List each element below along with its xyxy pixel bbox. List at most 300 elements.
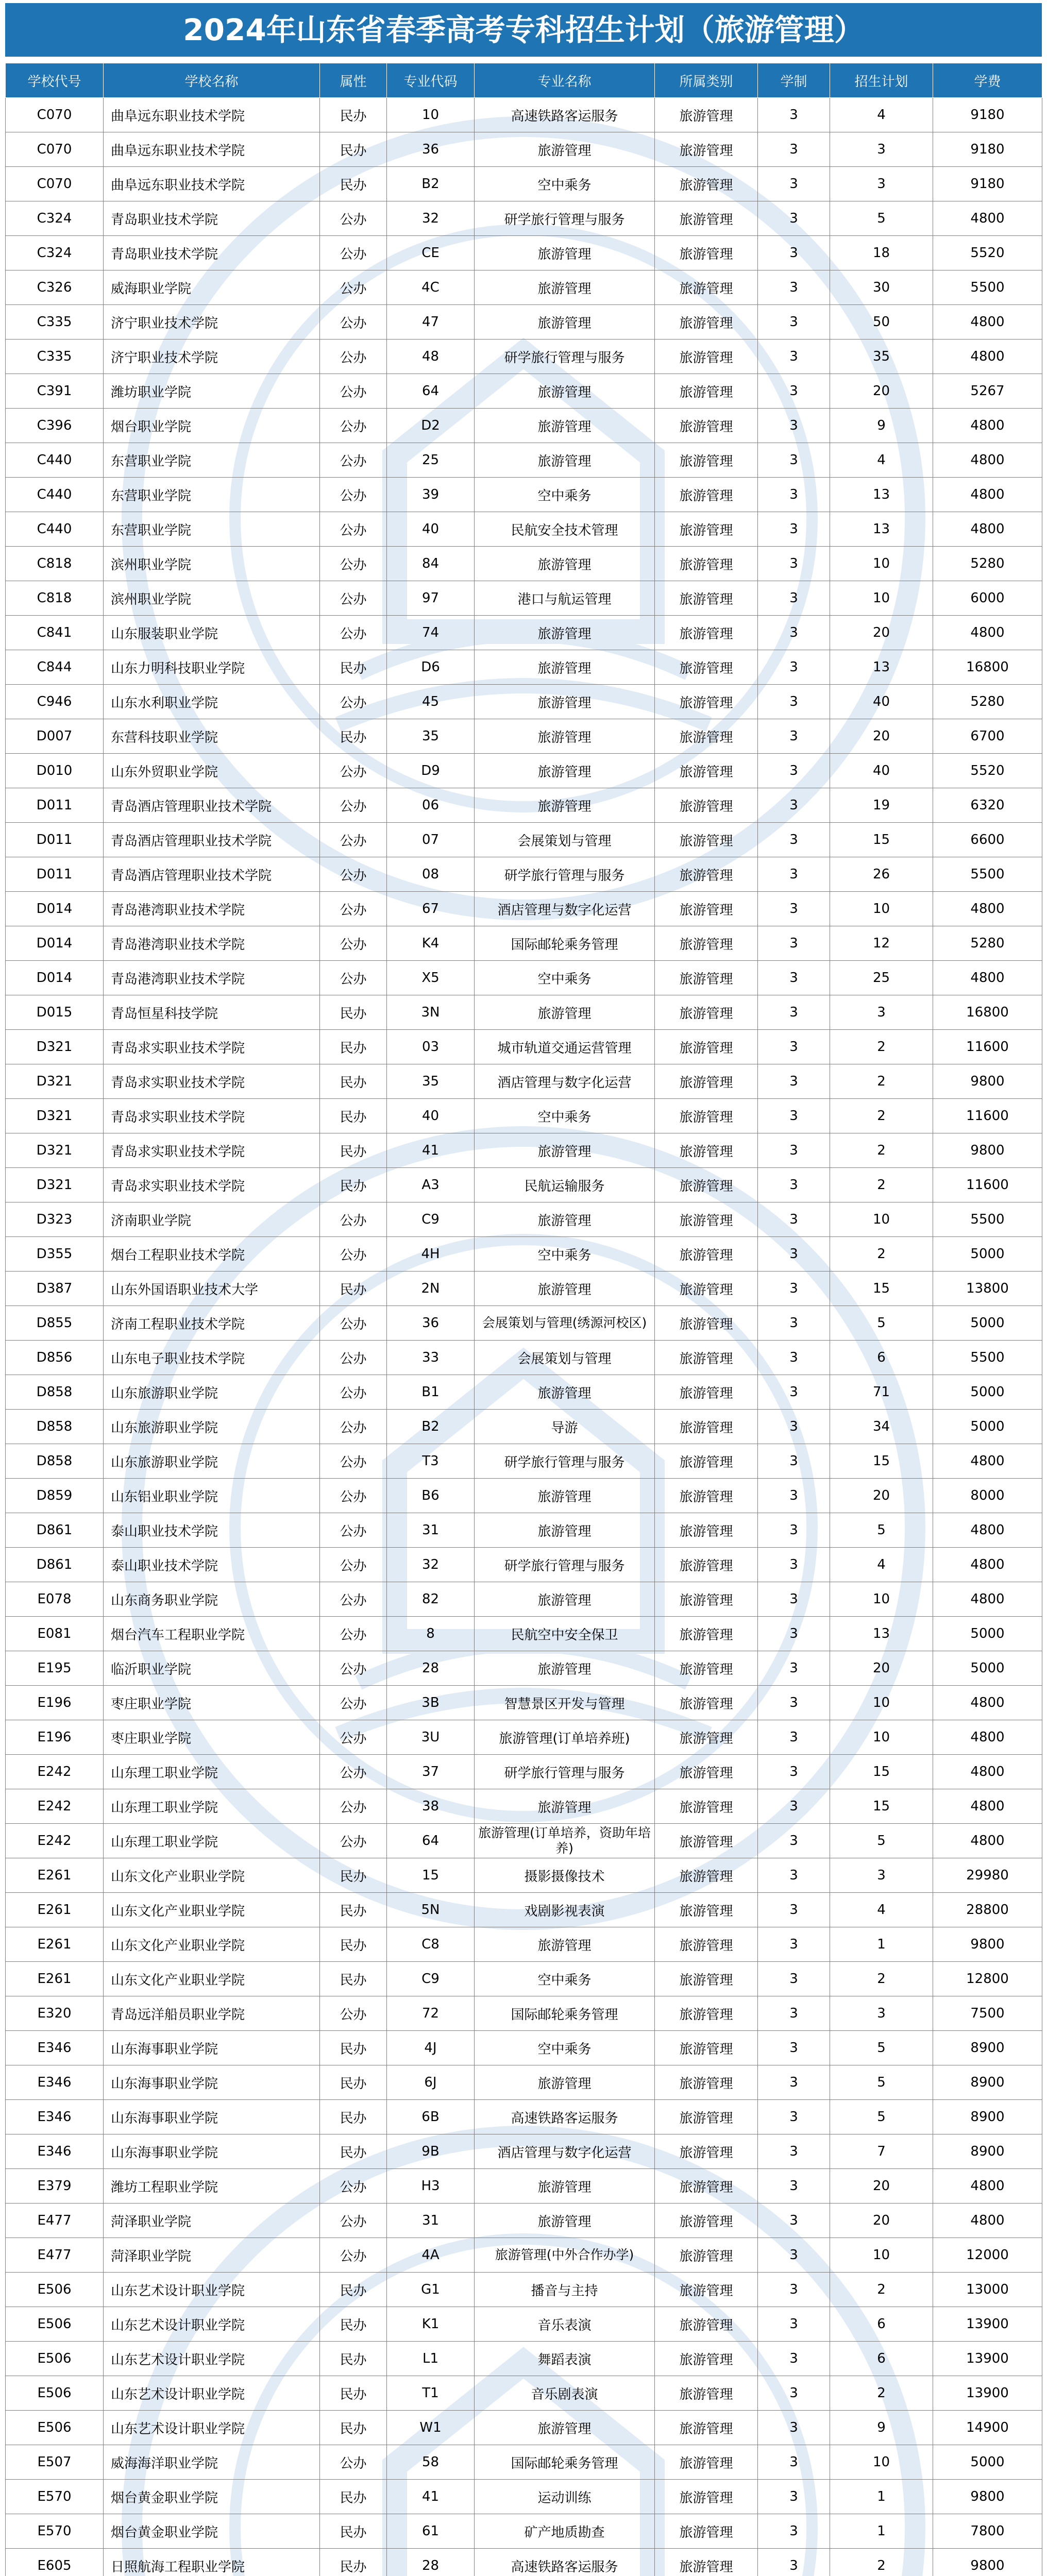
cell-school-code: C324 — [6, 201, 104, 236]
header-major-code: 专业代码 — [387, 63, 475, 98]
cell-major-name: 旅游管理 — [475, 995, 655, 1030]
cell-school-code: E477 — [6, 2238, 104, 2273]
cell-category: 旅游管理 — [655, 2514, 758, 2549]
table-row — [6, 1651, 1042, 1686]
cell-school-code: E261 — [6, 1927, 104, 1962]
cell-enrollment-quota: 10 — [830, 547, 933, 581]
cell-major-code: 41 — [387, 2480, 475, 2514]
cell-major-name: 旅游管理 — [475, 236, 655, 270]
cell-school-name: 青岛求实职业技术学院 — [104, 1030, 320, 1064]
cell-tuition: 13900 — [933, 2342, 1042, 2376]
cell-major-name: 旅游管理 — [475, 2065, 655, 2100]
table-row — [6, 2169, 1042, 2204]
cell-enrollment-quota: 30 — [830, 270, 933, 305]
cell-major-name: 戏剧影视表演 — [475, 1893, 655, 1927]
cell-major-code: A3 — [387, 1168, 475, 1202]
cell-major-code: K1 — [387, 2307, 475, 2342]
table-row — [6, 1548, 1042, 1582]
cell-duration: 3 — [758, 2514, 830, 2549]
cell-school-name: 枣庄职业学院 — [104, 1686, 320, 1720]
cell-enrollment-quota: 2 — [830, 1030, 933, 1064]
cell-school-code: E242 — [6, 1755, 104, 1789]
table-row — [6, 892, 1042, 926]
cell-tuition: 8900 — [933, 2134, 1042, 2169]
cell-tuition: 9180 — [933, 167, 1042, 201]
cell-enrollment-quota: 5 — [830, 201, 933, 236]
cell-duration: 3 — [758, 1341, 830, 1375]
cell-duration: 3 — [758, 2065, 830, 2100]
cell-school-code: D014 — [6, 961, 104, 995]
enrollment-plan-table — [5, 63, 1042, 2576]
cell-ownership: 公办 — [320, 823, 387, 857]
cell-major-name: 运动训练 — [475, 2480, 655, 2514]
cell-major-name: 空中乘务 — [475, 2031, 655, 2065]
cell-tuition: 6000 — [933, 581, 1042, 616]
cell-ownership: 公办 — [320, 754, 387, 788]
cell-duration: 3 — [758, 1893, 830, 1927]
cell-major-name: 旅游管理 — [475, 1789, 655, 1824]
table-row — [6, 2376, 1042, 2411]
cell-major-code: 6B — [387, 2100, 475, 2134]
cell-major-name: 会展策划与管理 — [475, 1341, 655, 1375]
cell-category: 旅游管理 — [655, 478, 758, 512]
header-school-name: 学校名称 — [104, 63, 320, 98]
cell-category: 旅游管理 — [655, 340, 758, 374]
cell-major-name: 旅游管理 — [475, 409, 655, 443]
cell-school-code: E506 — [6, 2307, 104, 2342]
cell-major-code: 07 — [387, 823, 475, 857]
table-row — [6, 926, 1042, 961]
cell-tuition: 5000 — [933, 1237, 1042, 1272]
cell-major-code: 45 — [387, 685, 475, 719]
cell-tuition: 5500 — [933, 270, 1042, 305]
cell-tuition: 5500 — [933, 857, 1042, 892]
cell-duration: 3 — [758, 1444, 830, 1479]
cell-ownership: 公办 — [320, 1617, 387, 1651]
cell-tuition: 9800 — [933, 2480, 1042, 2514]
cell-duration: 3 — [758, 2238, 830, 2273]
table-row — [6, 270, 1042, 305]
cell-school-code: D321 — [6, 1030, 104, 1064]
cell-tuition: 6320 — [933, 788, 1042, 823]
cell-category: 旅游管理 — [655, 409, 758, 443]
cell-major-code: 32 — [387, 201, 475, 236]
cell-school-name: 烟台工程职业技术学院 — [104, 1237, 320, 1272]
cell-category: 旅游管理 — [655, 961, 758, 995]
cell-school-name: 济宁职业技术学院 — [104, 305, 320, 340]
table-row — [6, 512, 1042, 547]
cell-school-name: 山东海事职业学院 — [104, 2031, 320, 2065]
cell-tuition: 29980 — [933, 1858, 1042, 1893]
cell-category: 旅游管理 — [655, 2238, 758, 2273]
cell-tuition: 4800 — [933, 892, 1042, 926]
cell-enrollment-quota: 15 — [830, 1789, 933, 1824]
cell-major-code: B6 — [387, 1479, 475, 1513]
cell-enrollment-quota: 20 — [830, 1651, 933, 1686]
cell-duration: 3 — [758, 2342, 830, 2376]
cell-duration: 3 — [758, 1168, 830, 1202]
cell-ownership: 民办 — [320, 2031, 387, 2065]
cell-category: 旅游管理 — [655, 236, 758, 270]
cell-school-name: 青岛酒店管理职业技术学院 — [104, 788, 320, 823]
cell-ownership: 公办 — [320, 1237, 387, 1272]
cell-school-name: 青岛酒店管理职业技术学院 — [104, 857, 320, 892]
cell-tuition: 11600 — [933, 1099, 1042, 1133]
cell-ownership: 公办 — [320, 478, 387, 512]
cell-major-name: 旅游管理(中外合作办学) — [475, 2238, 655, 2273]
cell-school-name: 山东商务职业学院 — [104, 1582, 320, 1617]
header-school-code: 学校代号 — [6, 63, 104, 98]
cell-duration: 3 — [758, 1651, 830, 1686]
cell-enrollment-quota: 18 — [830, 236, 933, 270]
table-row — [6, 1858, 1042, 1893]
cell-school-code: C324 — [6, 236, 104, 270]
cell-ownership: 公办 — [320, 685, 387, 719]
cell-ownership: 公办 — [320, 340, 387, 374]
cell-major-name: 空中乘务 — [475, 1237, 655, 1272]
cell-school-name: 青岛职业技术学院 — [104, 236, 320, 270]
cell-category: 旅游管理 — [655, 857, 758, 892]
cell-ownership: 公办 — [320, 892, 387, 926]
cell-category: 旅游管理 — [655, 512, 758, 547]
cell-school-code: D321 — [6, 1168, 104, 1202]
cell-school-code: D855 — [6, 1306, 104, 1341]
cell-ownership: 公办 — [320, 2238, 387, 2273]
cell-enrollment-quota: 6 — [830, 2307, 933, 2342]
cell-category: 旅游管理 — [655, 685, 758, 719]
cell-major-code: 64 — [387, 374, 475, 409]
cell-school-code: E506 — [6, 2376, 104, 2411]
table-row — [6, 236, 1042, 270]
cell-school-code: C818 — [6, 581, 104, 616]
cell-major-name: 研学旅行管理与服务 — [475, 201, 655, 236]
cell-enrollment-quota: 34 — [830, 1410, 933, 1444]
cell-ownership: 公办 — [320, 201, 387, 236]
cell-ownership: 民办 — [320, 1858, 387, 1893]
cell-tuition: 7500 — [933, 1996, 1042, 2031]
cell-category: 旅游管理 — [655, 2169, 758, 2204]
cell-duration: 3 — [758, 1962, 830, 1996]
table-row — [6, 2480, 1042, 2514]
cell-tuition: 4800 — [933, 2169, 1042, 2204]
cell-major-name: 旅游管理 — [475, 1513, 655, 1548]
cell-tuition: 13800 — [933, 1272, 1042, 1306]
cell-major-code: 06 — [387, 788, 475, 823]
cell-duration: 3 — [758, 1410, 830, 1444]
cell-category: 旅游管理 — [655, 788, 758, 823]
table-row — [6, 1893, 1042, 1927]
cell-major-code: W1 — [387, 2411, 475, 2445]
cell-major-code: 25 — [387, 443, 475, 478]
cell-major-name: 酒店管理与数字化运营 — [475, 1064, 655, 1099]
cell-enrollment-quota: 13 — [830, 478, 933, 512]
cell-tuition: 16800 — [933, 995, 1042, 1030]
cell-school-code: C391 — [6, 374, 104, 409]
cell-category: 旅游管理 — [655, 1789, 758, 1824]
table-row — [6, 754, 1042, 788]
header-major-name: 专业名称 — [475, 63, 655, 98]
cell-school-code: C844 — [6, 650, 104, 685]
cell-school-code: E346 — [6, 2134, 104, 2169]
cell-ownership: 民办 — [320, 1893, 387, 1927]
cell-category: 旅游管理 — [655, 1064, 758, 1099]
cell-school-code: D858 — [6, 1444, 104, 1479]
cell-major-code: 48 — [387, 340, 475, 374]
cell-category: 旅游管理 — [655, 1651, 758, 1686]
cell-enrollment-quota: 5 — [830, 1306, 933, 1341]
cell-school-name: 山东铝业职业学院 — [104, 1479, 320, 1513]
cell-school-name: 山东艺术设计职业学院 — [104, 2376, 320, 2411]
cell-ownership: 公办 — [320, 1341, 387, 1375]
cell-major-code: B2 — [387, 1410, 475, 1444]
cell-duration: 3 — [758, 823, 830, 857]
cell-major-code: C9 — [387, 1202, 475, 1237]
cell-school-name: 山东电子职业技术学院 — [104, 1341, 320, 1375]
cell-ownership: 民办 — [320, 167, 387, 201]
cell-enrollment-quota: 7 — [830, 2134, 933, 2169]
cell-duration: 3 — [758, 2376, 830, 2411]
cell-category: 旅游管理 — [655, 1893, 758, 1927]
cell-major-code: 36 — [387, 1306, 475, 1341]
cell-school-code: E320 — [6, 1996, 104, 2031]
table-row — [6, 1237, 1042, 1272]
cell-tuition: 4800 — [933, 409, 1042, 443]
cell-ownership: 民办 — [320, 1064, 387, 1099]
cell-school-name: 青岛求实职业技术学院 — [104, 1099, 320, 1133]
cell-enrollment-quota: 3 — [830, 995, 933, 1030]
cell-major-name: 音乐表演 — [475, 2307, 655, 2342]
cell-school-name: 曲阜远东职业技术学院 — [104, 98, 320, 132]
cell-category: 旅游管理 — [655, 1962, 758, 1996]
cell-major-code: 15 — [387, 1858, 475, 1893]
cell-school-code: D007 — [6, 719, 104, 754]
cell-major-name: 舞蹈表演 — [475, 2342, 655, 2376]
cell-tuition: 4800 — [933, 512, 1042, 547]
cell-category: 旅游管理 — [655, 1824, 758, 1858]
cell-category: 旅游管理 — [655, 995, 758, 1030]
cell-category: 旅游管理 — [655, 2134, 758, 2169]
cell-enrollment-quota: 9 — [830, 409, 933, 443]
table-row — [6, 2445, 1042, 2480]
cell-school-name: 菏泽职业学院 — [104, 2204, 320, 2238]
cell-school-name: 济宁职业技术学院 — [104, 340, 320, 374]
cell-tuition: 6600 — [933, 823, 1042, 857]
cell-school-code: E196 — [6, 1720, 104, 1755]
cell-category: 旅游管理 — [655, 98, 758, 132]
cell-school-code: D355 — [6, 1237, 104, 1272]
cell-duration: 3 — [758, 478, 830, 512]
cell-school-code: C841 — [6, 616, 104, 650]
table-row — [6, 2514, 1042, 2549]
cell-major-code: 35 — [387, 719, 475, 754]
cell-tuition: 11600 — [933, 1168, 1042, 1202]
cell-ownership: 公办 — [320, 512, 387, 547]
cell-enrollment-quota: 4 — [830, 98, 933, 132]
cell-school-code: E507 — [6, 2445, 104, 2480]
table-row — [6, 2065, 1042, 2100]
cell-ownership: 公办 — [320, 547, 387, 581]
cell-school-name: 东营职业学院 — [104, 512, 320, 547]
cell-school-code: E242 — [6, 1789, 104, 1824]
cell-tuition: 12000 — [933, 2238, 1042, 2273]
cell-category: 旅游管理 — [655, 1582, 758, 1617]
cell-school-code: D011 — [6, 788, 104, 823]
cell-tuition: 9180 — [933, 98, 1042, 132]
cell-major-code: 4C — [387, 270, 475, 305]
cell-duration: 3 — [758, 1617, 830, 1651]
cell-major-name: 旅游管理 — [475, 374, 655, 409]
table-row — [6, 2549, 1042, 2576]
table-row — [6, 961, 1042, 995]
cell-school-code: D321 — [6, 1099, 104, 1133]
cell-tuition: 4800 — [933, 616, 1042, 650]
cell-duration: 3 — [758, 1858, 830, 1893]
cell-major-code: 8 — [387, 1617, 475, 1651]
cell-major-code: 61 — [387, 2514, 475, 2549]
cell-school-code: E261 — [6, 1858, 104, 1893]
cell-category: 旅游管理 — [655, 754, 758, 788]
table-row — [6, 685, 1042, 719]
cell-school-code: E570 — [6, 2480, 104, 2514]
cell-duration: 3 — [758, 1824, 830, 1858]
table-row — [6, 2238, 1042, 2273]
cell-category: 旅游管理 — [655, 1168, 758, 1202]
table-row — [6, 547, 1042, 581]
cell-enrollment-quota: 10 — [830, 1720, 933, 1755]
cell-enrollment-quota: 2 — [830, 1168, 933, 1202]
table-row — [6, 1306, 1042, 1341]
cell-category: 旅游管理 — [655, 1927, 758, 1962]
cell-duration: 3 — [758, 2100, 830, 2134]
cell-ownership: 公办 — [320, 581, 387, 616]
cell-major-name: 空中乘务 — [475, 167, 655, 201]
cell-category: 旅游管理 — [655, 719, 758, 754]
cell-major-code: 58 — [387, 2445, 475, 2480]
cell-enrollment-quota: 9 — [830, 2411, 933, 2445]
cell-major-name: 研学旅行管理与服务 — [475, 857, 655, 892]
cell-tuition: 5000 — [933, 2445, 1042, 2480]
cell-tuition: 4800 — [933, 1548, 1042, 1582]
cell-school-code: D861 — [6, 1548, 104, 1582]
table-row — [6, 2307, 1042, 2342]
cell-duration: 3 — [758, 1306, 830, 1341]
cell-major-code: K4 — [387, 926, 475, 961]
cell-major-name: 旅游管理 — [475, 132, 655, 167]
cell-duration: 3 — [758, 1927, 830, 1962]
table-row — [6, 1272, 1042, 1306]
cell-ownership: 公办 — [320, 270, 387, 305]
cell-duration: 3 — [758, 1479, 830, 1513]
header-enrollment-quota: 招生计划 — [830, 63, 933, 98]
cell-major-name: 旅游管理 — [475, 443, 655, 478]
cell-school-name: 山东艺术设计职业学院 — [104, 2342, 320, 2376]
cell-major-name: 研学旅行管理与服务 — [475, 1548, 655, 1582]
cell-category: 旅游管理 — [655, 1341, 758, 1375]
cell-category: 旅游管理 — [655, 2273, 758, 2307]
cell-major-code: 39 — [387, 478, 475, 512]
cell-category: 旅游管理 — [655, 2204, 758, 2238]
cell-ownership: 公办 — [320, 1996, 387, 2031]
cell-school-code: C326 — [6, 270, 104, 305]
cell-school-name: 山东旅游职业学院 — [104, 1410, 320, 1444]
cell-ownership: 民办 — [320, 2480, 387, 2514]
cell-duration: 3 — [758, 1513, 830, 1548]
cell-major-name: 城市轨道交通运营管理 — [475, 1030, 655, 1064]
cell-major-name: 国际邮轮乘务管理 — [475, 1996, 655, 2031]
cell-school-name: 山东海事职业学院 — [104, 2134, 320, 2169]
cell-tuition: 8900 — [933, 2065, 1042, 2100]
cell-school-code: E346 — [6, 2100, 104, 2134]
cell-tuition: 5520 — [933, 236, 1042, 270]
cell-ownership: 民办 — [320, 719, 387, 754]
cell-school-code: E506 — [6, 2342, 104, 2376]
cell-ownership: 民办 — [320, 1272, 387, 1306]
cell-enrollment-quota: 25 — [830, 961, 933, 995]
cell-tuition: 9800 — [933, 1133, 1042, 1168]
cell-major-name: 会展策划与管理(绣源河校区) — [475, 1306, 655, 1341]
cell-major-name: 研学旅行管理与服务 — [475, 1755, 655, 1789]
cell-tuition: 5267 — [933, 374, 1042, 409]
cell-enrollment-quota: 2 — [830, 2549, 933, 2576]
cell-tuition: 4800 — [933, 1513, 1042, 1548]
cell-enrollment-quota: 3 — [830, 132, 933, 167]
cell-enrollment-quota: 26 — [830, 857, 933, 892]
cell-school-code: C440 — [6, 512, 104, 547]
cell-school-name: 山东艺术设计职业学院 — [104, 2411, 320, 2445]
cell-tuition: 5280 — [933, 547, 1042, 581]
cell-major-name: 播音与主持 — [475, 2273, 655, 2307]
cell-school-code: D859 — [6, 1479, 104, 1513]
cell-school-name: 青岛远洋船员职业学院 — [104, 1996, 320, 2031]
cell-ownership: 民办 — [320, 1168, 387, 1202]
cell-school-code: C396 — [6, 409, 104, 443]
cell-school-name: 青岛职业技术学院 — [104, 201, 320, 236]
cell-tuition: 4800 — [933, 1686, 1042, 1720]
cell-category: 旅游管理 — [655, 2549, 758, 2576]
cell-major-name: 旅游管理 — [475, 719, 655, 754]
cell-category: 旅游管理 — [655, 2100, 758, 2134]
cell-tuition: 7800 — [933, 2514, 1042, 2549]
cell-school-name: 烟台黄金职业学院 — [104, 2514, 320, 2549]
cell-school-code: D387 — [6, 1272, 104, 1306]
table-row — [6, 2411, 1042, 2445]
cell-duration: 3 — [758, 443, 830, 478]
cell-major-name: 旅游管理 — [475, 1651, 655, 1686]
cell-major-code: 5N — [387, 1893, 475, 1927]
cell-duration: 3 — [758, 1789, 830, 1824]
table-row — [6, 1410, 1042, 1444]
cell-major-code: C9 — [387, 1962, 475, 1996]
cell-enrollment-quota: 5 — [830, 1513, 933, 1548]
header-ownership: 属性 — [320, 63, 387, 98]
cell-ownership: 公办 — [320, 1444, 387, 1479]
cell-duration: 3 — [758, 1755, 830, 1789]
cell-major-code: 08 — [387, 857, 475, 892]
cell-school-code: E605 — [6, 2549, 104, 2576]
header-duration: 学制 — [758, 63, 830, 98]
cell-school-name: 山东海事职业学院 — [104, 2065, 320, 2100]
cell-tuition: 28800 — [933, 1893, 1042, 1927]
cell-tuition: 5000 — [933, 1617, 1042, 1651]
cell-school-code: C335 — [6, 340, 104, 374]
cell-major-name: 空中乘务 — [475, 961, 655, 995]
cell-category: 旅游管理 — [655, 892, 758, 926]
cell-major-name: 旅游管理 — [475, 616, 655, 650]
cell-tuition: 11600 — [933, 1030, 1042, 1064]
cell-school-name: 枣庄职业学院 — [104, 1720, 320, 1755]
cell-major-code: 40 — [387, 512, 475, 547]
table-row — [6, 340, 1042, 374]
